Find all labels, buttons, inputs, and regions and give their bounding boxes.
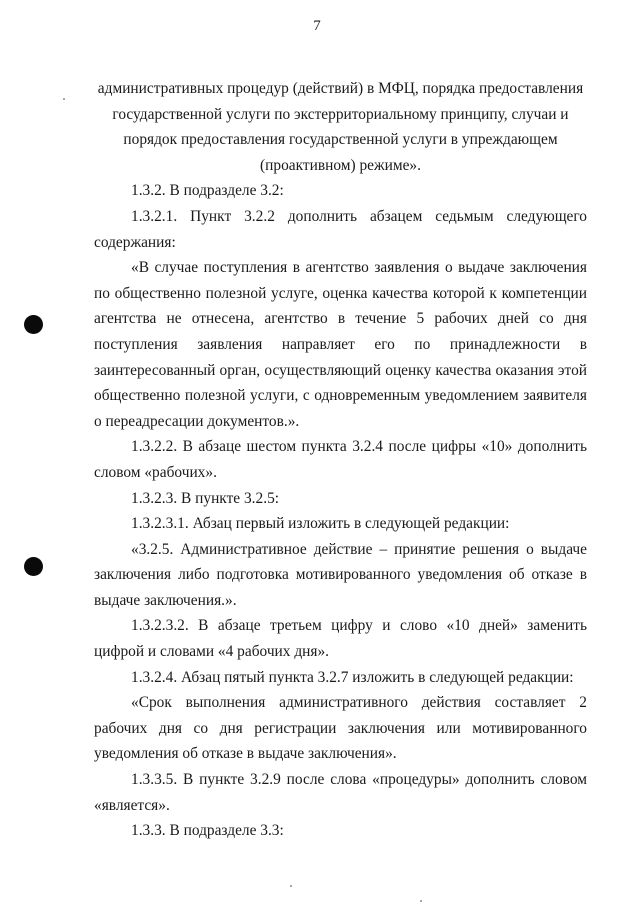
paragraph-1-3-2-3-1: 1.3.2.3.1. Абзац первый изложить в следующей редакции:	[131, 515, 510, 533]
paragraph-1-3-2: 1.3.2. В подразделе 3.2:	[131, 182, 284, 200]
paragraph-1-3-2-3-2: 1.3.2.3.2. В абзаце третьем цифру и слово «10 дней» заменить цифрой и словами «4 рабочих дня».	[94, 617, 587, 661]
scan-speck	[420, 900, 422, 902]
scan-speck	[290, 885, 292, 887]
paragraph-1-3-2-1: 1.3.2.1. Пункт 3.2.2 дополнить абзацем седьмым следующего содержания:	[94, 207, 587, 251]
paragraph-1-3-2-2: 1.3.2.2. В абзаце шестом пункта 3.2.4 после цифры «10» дополнить словом «рабочих».	[94, 438, 587, 481]
scan-speck	[63, 98, 65, 100]
punch-hole-bottom	[24, 557, 43, 576]
paragraph-quote-1: «В случае поступления в агентство заявления о выдаче заключения по общественно полезной услуге, оценка качества которой к компетенции агентства не отнесена, агентство в течение 5 рабочих дней со дня поступления заявления направляет его по принадлежности в заинтересованный орган, осуществляющий оценку качества оказания этой общественно полезной услуги, с одновременным уведомлением заявителя о переадресации документов.».	[94, 259, 587, 430]
paragraph-quote-3: «Срок выполнения административного действия составляет 2 рабочих дня со дня регистрации заключения или мотивированного уведомления об отказе в выдаче заключения».	[94, 694, 587, 763]
punch-hole-top	[24, 315, 43, 334]
paragraph-1-3-2-3: 1.3.2.3. В пункте 3.2.5:	[131, 489, 280, 507]
page-number: 7	[313, 18, 321, 34]
paragraph-1-3-2-4: 1.3.2.4. Абзац пятый пункта 3.2.7 изложить в следующей редакции:	[131, 668, 574, 686]
paragraph-quote-2: «3.2.5. Административное действие – принятие решения о выдаче заключения либо подготовка мотивированного уведомления об отказе в выдаче заключения.».	[94, 540, 587, 609]
paragraph-1-3-3-5: 1.3.3.5. В пункте 3.2.9 после слова «процедуры» дополнить словом «является».	[94, 771, 587, 814]
paragraph-intro-continuation: административных процедур (действий) в МФЦ, порядка предоставления государственной услуги по экстерриториальному принципу, случаи и порядок предоставления государственной услуги в упреждающем (проактивном) режиме».	[97, 80, 584, 174]
paragraph-1-3-3: 1.3.3. В подразделе 3.3:	[131, 822, 284, 840]
document-body	[94, 76, 587, 844]
